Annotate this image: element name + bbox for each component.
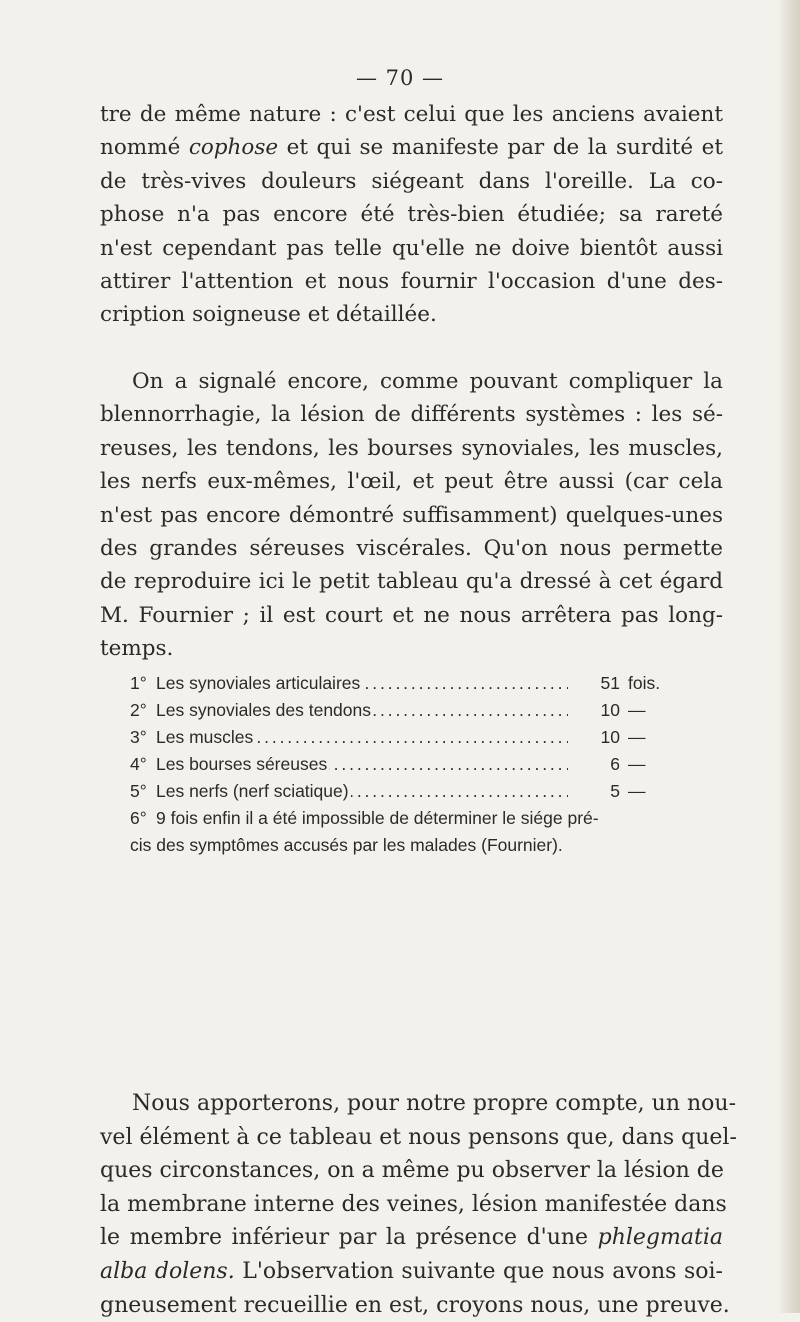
note-line: cis des symptômes accusés par les malades (Fournier). bbox=[130, 835, 563, 855]
text-line: phose n'a pas encore été très-bien étudiée; sa rareté bbox=[100, 202, 723, 228]
row-count: 10 bbox=[600, 727, 620, 747]
text-line: la membrane interne des veines, lésion manifestée dans bbox=[100, 1191, 727, 1217]
paragraph-cophose bbox=[100, 98, 723, 332]
text-line: Nous apporterons, pour notre propre compte, un nou- bbox=[132, 1091, 737, 1116]
text-line: les nerfs eux-mêmes, l'œil, et peut être aussi (car cela bbox=[100, 469, 723, 495]
row-unit: fois. bbox=[628, 673, 661, 693]
text-line: des grandes séreuses viscérales. Qu'on nous permette bbox=[100, 536, 723, 562]
row-number: 5° bbox=[130, 781, 147, 801]
text-line: gneusement recueillie en est, croyons nous, une preuve. bbox=[100, 1292, 730, 1318]
text-line: de très-vives douleurs siégeant dans l'oreille. La co- bbox=[100, 168, 723, 194]
page-edge-shadow bbox=[778, 0, 800, 1313]
fournier-table bbox=[130, 670, 720, 859]
row-number: 2° bbox=[130, 700, 147, 720]
row-count: 51 bbox=[600, 673, 620, 693]
row-label: Les synoviales articulaires bbox=[156, 670, 362, 697]
table-row bbox=[130, 697, 720, 724]
row-count: 10 bbox=[600, 700, 620, 720]
text-line: blennorrhagie, la lésion de différents systèmes : les sé- bbox=[100, 402, 723, 428]
text-line: vel élément à ce tableau et nous pensons que, dans quel- bbox=[100, 1124, 737, 1150]
text-line: On a signalé encore, comme pouvant compliquer la bbox=[132, 369, 723, 394]
table-row bbox=[130, 724, 720, 751]
page-number: — 70 — bbox=[355, 66, 445, 90]
row-count: 6 bbox=[610, 754, 620, 774]
table-row bbox=[130, 670, 720, 697]
table-row bbox=[130, 778, 720, 805]
text-line: temps. bbox=[100, 636, 174, 662]
row-count: 5 bbox=[610, 781, 620, 801]
text-line: n'est cependant pas telle qu'elle ne doive bientôt aussi bbox=[100, 235, 723, 261]
row-label: Les synoviales des tendons bbox=[156, 697, 373, 724]
text-line: M. Fournier ; il est court et ne nous arrêtera pas long- bbox=[100, 602, 723, 628]
text-line: nommé cophose et qui se manifeste par de la surdité et bbox=[100, 135, 723, 161]
row-number: 1° bbox=[130, 673, 147, 693]
text-line: cription soigneuse et détaillée. bbox=[100, 302, 437, 328]
row-number: 6° bbox=[130, 808, 147, 828]
table-row bbox=[130, 751, 720, 778]
text-line: ques circonstances, on a même pu observer la lésion de bbox=[100, 1158, 724, 1184]
row-unit: — bbox=[628, 754, 646, 774]
italic-term-phlegmatia: phlegmatia bbox=[597, 1225, 723, 1251]
paragraph-observation bbox=[100, 1087, 737, 1322]
row-unit: — bbox=[628, 727, 646, 747]
italic-term-cophose: cophose bbox=[188, 135, 279, 161]
text-line: attirer l'attention et nous fournir l'occasion d'une des- bbox=[100, 269, 723, 295]
text-line: de reproduire ici le petit tableau qu'a dressé à cet égard bbox=[100, 569, 723, 595]
text-line: n'est pas encore démontré suffisamment) quelques-unes bbox=[100, 502, 723, 528]
row-unit: — bbox=[628, 700, 646, 720]
text-line: tre de même nature : c'est celui que les anciens avaient bbox=[100, 102, 723, 127]
row-label: Les nerfs (nerf sciatique) bbox=[156, 778, 351, 805]
paragraph-complications bbox=[100, 365, 723, 666]
text-line: le membre inférieur par la présence d'une phlegmatia bbox=[100, 1225, 723, 1251]
table-note bbox=[130, 805, 720, 859]
note-line: 9 fois enfin il a été impossible de déterminer le siége pré- bbox=[156, 808, 599, 828]
text-line: alba dolens. L'observation suivante que nous avons soi- bbox=[100, 1258, 723, 1284]
row-number: 4° bbox=[130, 754, 147, 774]
row-label: Les muscles bbox=[156, 724, 255, 751]
text-line: reuses, les tendons, les bourses synoviales, les muscles, bbox=[100, 435, 723, 461]
row-unit: — bbox=[628, 781, 646, 801]
row-number: 3° bbox=[130, 727, 147, 747]
row-label: Les bourses séreuses bbox=[156, 751, 329, 778]
italic-term-alba-dolens: alba dolens. bbox=[100, 1258, 235, 1284]
